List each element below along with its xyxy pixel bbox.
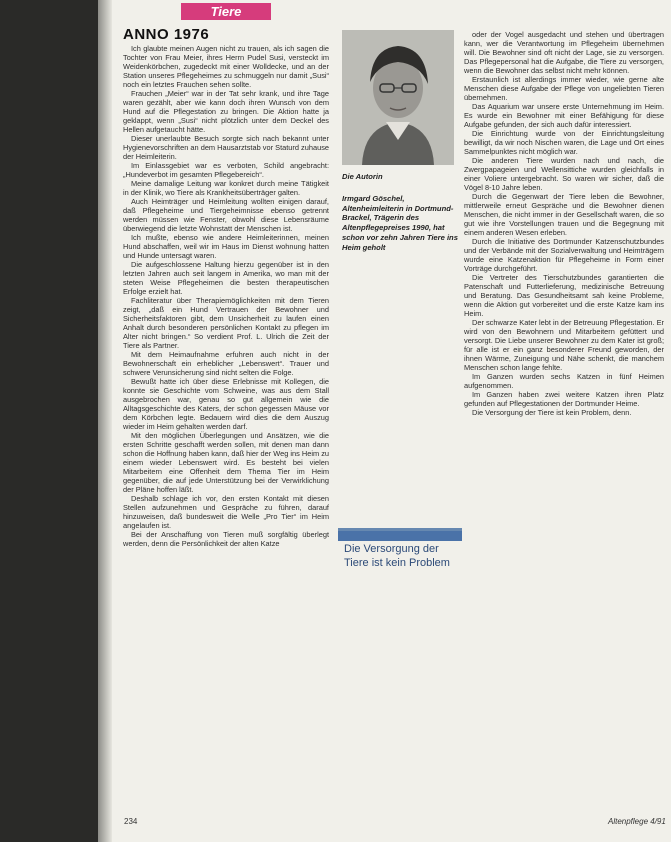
article-column-1 — [123, 44, 329, 837]
paragraph: Erstaunlich ist allerdings immer wieder, wie gerne alte Menschen diese Aufgabe der Pflege von ungeliebten Tieren übernehmen. — [464, 75, 664, 102]
paragraph: Frauchen „Meier“ war in der Tat sehr krank, und ihre Tage waren gezählt, aber wie kann doch ihren Wunsch von dem Hund auf die Pflegestation zu bringen. Die Aktion hatte ja geklappt, wenn „Susi“ nicht plötzlich unter dem Deckel des Hellen aufgetaucht hätte. — [123, 89, 329, 134]
paragraph: Ich mußte, ebenso wie andere Heimleiterinnen, meinen Hund abschaffen, weil wir im Haus im Dienst wohnung hatten und Hunde untersagt waren. — [123, 233, 329, 260]
paragraph: Das Aquarium war unsere erste Unternehmung im Heim. Es wurde ein Bewohner mit einer Befähigung für diese Aufgabe gefunden, der sich auch dafür interessiert. — [464, 102, 664, 129]
article-column-3 — [464, 30, 664, 598]
paragraph: Bewußt hatte ich über diese Erlebnisse mit Kollegen, die konnte sie Geschichte vom Schweine, was aus dem Stall ausgebrochen war, genau so gut allgemein wie die Alltagsgeschichte des Katers, der schon gegessen Mäuse vor dem Körbchen legte. Bedauern wird dies die dem Auszug wieder im Heim gehalten werden darf. — [123, 377, 329, 431]
paragraph: Die Versorgung der Tiere ist kein Problem, denn. — [472, 408, 632, 417]
paragraph: Der schwarze Kater lebt in der Betreuung Pflegestation. Er wird von den Bewohnern und Mitarbeitern gefüttert und versorgt. Die Liebe unserer Bewohner zu dem Kater ist groß; für alle ist er ein ganz besonderer Freund geworden, der ihnen Wärme, Zuneigung und Nähe schenkt, die manchem Menschen schon lange fehlte. — [464, 318, 664, 372]
magazine-issue: Altenpflege 4/91 — [608, 817, 666, 826]
paragraph: Im Ganzen haben zwei weitere Katzen ihren Platz gefunden auf Pflegestationen der Dortmunder Heime. — [464, 390, 664, 408]
paragraph: Dieser unerlaubte Besuch sorgte sich nach bekannt unter Hygienevorschriften an dem Hausarztstab vor Staturd zuhause der Heimleiterin. — [123, 134, 329, 161]
paragraph: Die aufgeschlossene Haltung hierzu gegenüber ist in den letzten Jahren auch seit langem in Amerika, wo man mit der steten Weise Pflegeheimen die besten therapeutischen Erfolge erzielt hat. — [123, 260, 329, 296]
paragraph: Deshalb schlage ich vor, den ersten Kontakt mit diesen Stellen aufzunehmen und Gespräche zu führen, darauf hinzuweisen, daß bundesweit die Welle „Pro Tier“ im Heim angelaufen ist. — [123, 494, 329, 530]
caption-text: Irmgard Göschel, Altenheimleiterin in Dortmund-Brackel, Trägerin des Altenpflegepreises 1990, hat schon vor zehn Jahren Tiere ins Heim geholt — [342, 193, 458, 252]
paragraph: Durch die Gegenwart der Tiere leben die Bewohner, mittlerweile erneut Gespräche und die Bewohner dienen Menschen, die nicht immer in der Gesellschaft waren, die so gut wie ihre Vorstellungen trauen und die Begegnung mit einem anderen Wesen erleben. — [464, 192, 664, 237]
paragraph: Die Vertreter des Tierschutzbundes garantierten die Patenschaft und Futterlieferung, medizinische Betreuung und Beratung. Das Gesundheitsamt sah keine Probleme, wenn die Aktion gut vorbereitet und die erste Katze kam ins Heim. — [464, 273, 664, 318]
paragraph: Auch Heimträger und Heimleitung wollten einigen darauf, daß Pflegeheime und Tiergeheimnisse ebenso getrennt werden müssen wie Fenster, obwohl diese Lebensräume überwiegend die letzte Wohnstatt der Menschen ist. — [123, 197, 329, 233]
magazine-page — [98, 0, 671, 842]
headline: ANNO 1976 — [123, 26, 210, 43]
pull-quote-box — [338, 528, 462, 599]
pull-quote-band — [338, 531, 462, 541]
section-tab: Tiere — [181, 3, 271, 20]
paragraph: Durch die Initiative des Dortmunder Katzenschutzbundes und der Verbände mit der Sozialverwaltung und Heimträgern wurde eine Katzenaktion für Pflegeheime in Form einer Vorträge durchgeführt. — [464, 237, 664, 273]
paragraph: Die Einrichtung wurde von der Einrichtungsleitung bewilligt, da wir noch Nischen waren, die Lage und Ort eines Sammelpunktes nicht möglich war. — [464, 129, 664, 156]
pull-quote-text: Die Versorgung der Tiere ist kein Problem — [344, 543, 450, 569]
paragraph: Im Ganzen wurden sechs Katzen in fünf Heimen aufgenommen. — [464, 372, 664, 390]
paragraph: Fachliteratur über Therapiemöglichkeiten mit dem Tieren zeigt, „daß ein Hund Vertrauen der Bewohner und Sicherheitsfaktoren gibt, dem Unsicherheit zu laufen einen Anhalt durch besonderen persönlichen Kontakt zu pflegen im Alter nicht bringen.“ So verdient Prof. L. Ulrich die Zeit der Tiere als Partner. — [123, 296, 329, 350]
caption-label: Die Autorin — [342, 172, 383, 181]
paragraph: Im Einlassgebiet war es verboten, Schild angebracht: „Hundeverbot im gesamten Pflegebereich“. — [123, 161, 329, 179]
page-number: 234 — [124, 817, 138, 826]
photo-caption — [342, 172, 460, 253]
paragraph: Mit den möglichen Überlegungen und Ansätzen, wie die ersten Schritte geschafft werden sollen, mit denen man dann schon die Hoffnung haben kann, daß hier der Weg ins Heim zu einem wieder Lebenswert wird. Es besteht bei vielen Mitarbeitern eine Offenheit dem Thema Tier im Heim gegenüber, die auf jede Unterstützung bei der Verwirklichung der Pläne hoffen läßt. — [123, 431, 329, 494]
paragraph: Meine damalige Leitung war konkret durch meine Tätigkeit in der Klinik, wo Tiere als Krankheitsüberträger galten. — [123, 179, 329, 197]
author-photo — [342, 30, 454, 165]
paragraph: Mit dem Heimaufnahme erfuhren auch nicht in der Bewohnerschaft ein erheblicher „Lebenswert“. Trauer und schwere Verunsicherung sind nicht selten die Folge. — [123, 350, 329, 377]
paragraph: Ich glaubte meinen Augen nicht zu trauen, als ich sagen die Tochter von Frau Meier, ihres Herrn Pudel Susi, versteckt im Weidenkörbchen, zugedeckt mit einer Wolldecke, und an der Station unseres Pflegeheimes zu schmuggeln nur damit „Susi“ noch ein letztes Frauchen sehen sollte. — [123, 44, 329, 89]
paragraph: Bei der Anschaffung von Tieren muß sorgfältig überlegt werden, denn die Persönlichkeit der alten Katze — [123, 530, 329, 548]
paragraph: Die anderen Tiere wurden nach und nach, die Zwergpapageien und Wellensittiche wurden gleichfalls in einer Voliere untergebracht. So waren wir sicher, daß die Vögel 8-10 Jahre leben. — [464, 156, 664, 192]
paragraph: oder der Vogel ausgedacht und stehen und übertragen kann, wer die Verantwortung im Pflegeheim übernehmen will. Die Bewohner sind oft nicht der Lage, sie zu versorgen. Das Pflegepersonal hat die Aufgabe, die Tiere zu versorgen, wenn die Bewohner das selbst nicht mehr können. — [464, 30, 664, 75]
